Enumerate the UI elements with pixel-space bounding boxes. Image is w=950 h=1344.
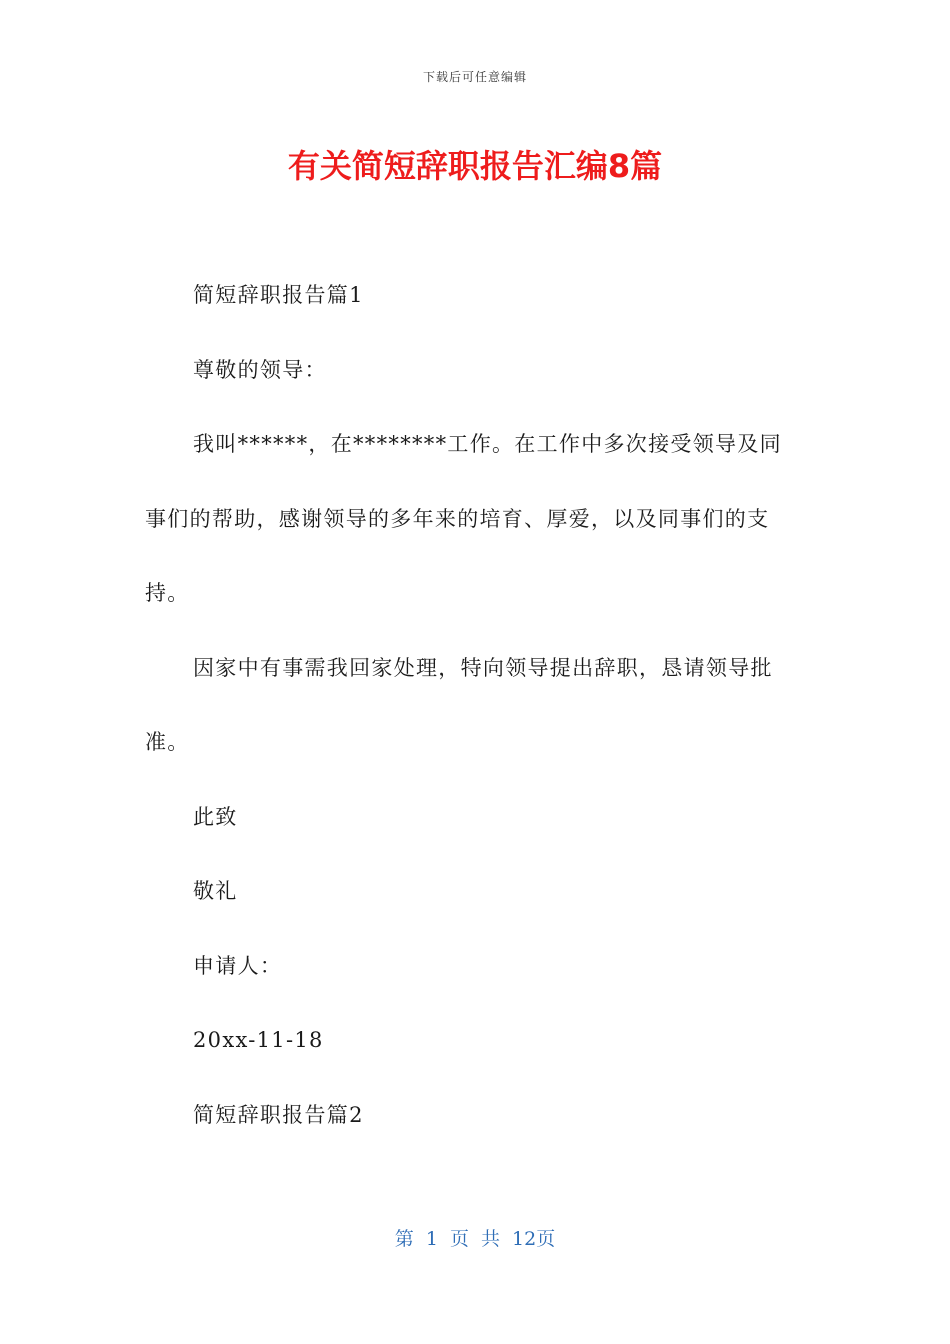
document-body [145, 258, 795, 1152]
section-heading-2: 简短辞职报告篇2 [193, 1102, 364, 1127]
applicant-label: 申请人： [193, 953, 283, 978]
body-paragraph-intro: 我叫******，在********工作。在工作中多次接受领导及同事们的帮助，感谢领导的多年来的培育、厚爱，以及同事们的支持。 [145, 432, 782, 605]
body-paragraph-reason: 因家中有事需我回家处理，特向领导提出辞职，恳请领导批准。 [145, 655, 773, 754]
header-note: 下载后可任意编辑 [422, 70, 527, 84]
document-title: 有关简短辞职报告汇编8篇 [287, 147, 663, 185]
page-number-footer: 第 1 页 共 12页 [394, 1228, 556, 1250]
closing-jingli: 敬礼 [193, 879, 238, 903]
date-line: 20xx-11-18 [193, 1028, 324, 1052]
section-heading-1: 简短辞职报告篇1 [193, 283, 364, 307]
closing-cizhi: 此致 [193, 804, 238, 829]
salutation: 尊敬的领导： [193, 357, 327, 382]
